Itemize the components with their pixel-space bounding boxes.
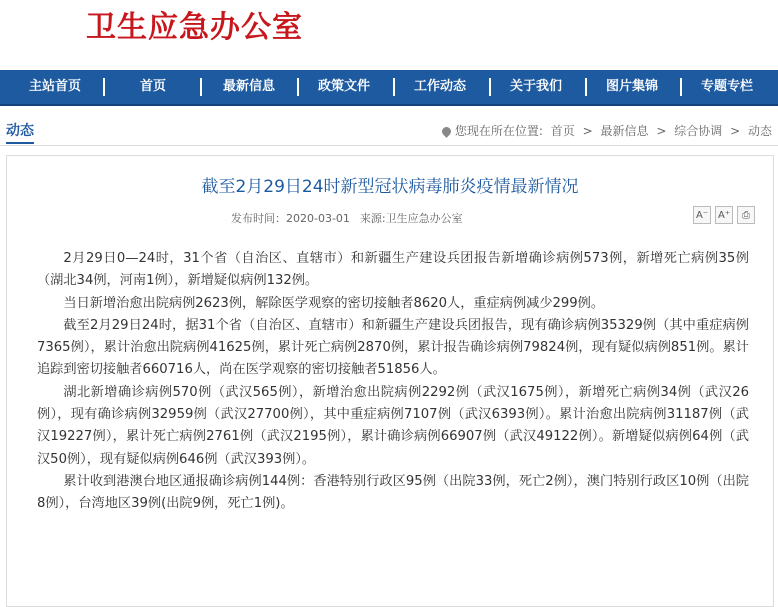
breadcrumb-prefix: 您现在所在位置: <box>454 124 543 138</box>
section-title: 动态 <box>6 120 34 144</box>
nav-item-home[interactable]: 首页 <box>139 79 166 94</box>
nav-item-topics[interactable]: 专题专栏 <box>700 79 753 94</box>
breadcrumb-separator: > <box>730 124 741 138</box>
divider <box>0 145 778 146</box>
breadcrumb-bar <box>0 118 778 142</box>
breadcrumb-item-coordination[interactable]: 综合协调 <box>674 124 723 138</box>
article-paragraph: 湖北新增确诊病例570例（武汉565例），新增治愈出院病例2292例（武汉1675例），新增死亡病例34例（武汉26例），现有确诊病例32959例（武汉27700例），其中重症病例7107例（武汉6393例）。累计治愈出院病例31187例（武汉19227例），累计死亡病例2761例（武汉2195例），累计确诊病例66907例（武汉49122例）。新增疑似病例64例（武汉50例），现有疑似病例646例（武汉393例）。 <box>37 384 749 467</box>
article-paragraph: 截至2月29日24时，据31个省（自治区、直辖市）和新疆生产建设兵团报告，现有确诊病例35329例（其中重症病例7365例），累计治愈出院病例41625例，累计死亡病例2870例，累计报告确诊病例79824例，现有疑似病例851例。累计追踪到密切接触者660716人，尚在医学观察的密切接触者51856人。 <box>37 317 749 378</box>
publish-date: 2020-03-01 <box>286 212 350 225</box>
source-label: 来源: <box>359 212 386 225</box>
breadcrumb <box>440 122 774 139</box>
location-pin-icon <box>440 125 453 138</box>
breadcrumb-item-home[interactable]: 首页 <box>550 124 575 138</box>
main-nav <box>0 70 778 106</box>
nav-item-gallery[interactable]: 图片集锦 <box>605 79 658 94</box>
breadcrumb-separator: > <box>582 124 593 138</box>
nav-item-main-home[interactable]: 主站首页 <box>28 79 81 94</box>
source-value: 卫生应急办公室 <box>385 212 463 225</box>
article-panel <box>6 155 774 607</box>
breadcrumb-separator: > <box>656 124 667 138</box>
article-body <box>37 248 749 516</box>
nav-separator <box>200 78 202 96</box>
article-title: 截至2月29日24时新型冠状病毒肺炎疫情最新情况 <box>201 177 579 197</box>
font-increase-button[interactable]: A⁺ <box>715 206 733 224</box>
article-paragraph: 当日新增治愈出院病例2623例，解除医学观察的密切接触者8620人，重症病例减少299例。 <box>63 295 605 311</box>
nav-separator <box>103 78 105 96</box>
nav-item-policy[interactable]: 政策文件 <box>317 79 370 94</box>
site-title: 卫生应急办公室 <box>86 10 303 45</box>
breadcrumb-item-latest[interactable]: 最新信息 <box>600 124 649 138</box>
nav-item-latest[interactable]: 最新信息 <box>222 79 275 94</box>
header <box>0 0 778 70</box>
article-meta <box>231 210 463 226</box>
nav-item-about[interactable]: 关于我们 <box>509 79 562 94</box>
breadcrumb-item-current[interactable]: 动态 <box>747 124 772 138</box>
print-icon[interactable]: ⎙ <box>737 206 755 224</box>
article-paragraph: 累计收到港澳台地区通报确诊病例144例：香港特别行政区95例（出院33例，死亡2例），澳门特别行政区10例（出院8例），台湾地区39例(出院9例，死亡1例)。 <box>37 473 749 512</box>
font-decrease-button[interactable]: A⁻ <box>693 206 711 224</box>
article-paragraph: 2月29日0—24时，31个省（自治区、直辖市）和新疆生产建设兵团报告新增确诊病例573例，新增死亡病例35例（湖北34例，河南1例），新增疑似病例132例。 <box>37 251 749 289</box>
nav-item-work-updates[interactable]: 工作动态 <box>413 79 466 94</box>
date-label: 发布时间： <box>231 212 286 225</box>
